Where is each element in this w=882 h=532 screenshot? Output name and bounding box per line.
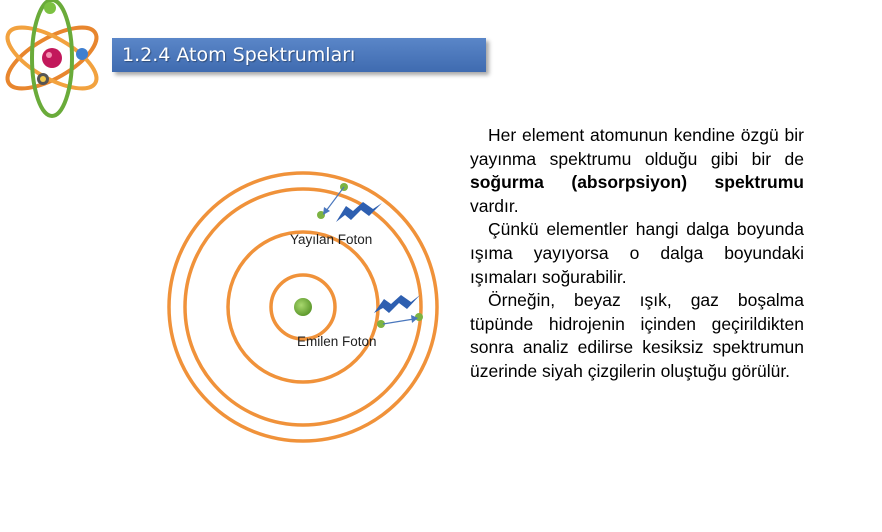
atom-orbit-diagram [160, 165, 450, 455]
emphasis-absorption-spectrum: soğurma (absorpsiyon) spektrumu [470, 172, 804, 193]
title-bar [112, 38, 486, 72]
emitted-photon-label: Yayılan Foton [290, 232, 373, 247]
paragraph-1: Her element atomunun kendine özgü bir yayınma spektrumu olduğu gibi bir de soğurma (absorpsiyon) spektrumu vardır. [470, 125, 804, 216]
nucleus [294, 298, 312, 316]
slide-title: 1.2.4 Atom Spektrumları [122, 44, 356, 66]
electron-outer-right [415, 313, 423, 321]
paragraph-2: Çünkü elementler hangi dalga boyunda ışıma yayıyorsa o dalga boyundaki ışımaları soğurabilir. [470, 219, 804, 287]
paragraph-3: Örneğin, beyaz ışık, gaz boşalma tüpünde hidrojenin içinden geçirildikten sonra analiz edilirse kesiksiz spektrumun üzerinde siyah çizgilerin oluştuğu görülür. [470, 290, 804, 381]
transition-arrow-down-icon [323, 207, 330, 215]
absorbed-photon-label: Emilen Foton [297, 334, 377, 349]
absorbed-photon-bolt-icon [374, 295, 420, 313]
body-text [470, 124, 804, 384]
atom-logo-icon [0, 0, 110, 125]
